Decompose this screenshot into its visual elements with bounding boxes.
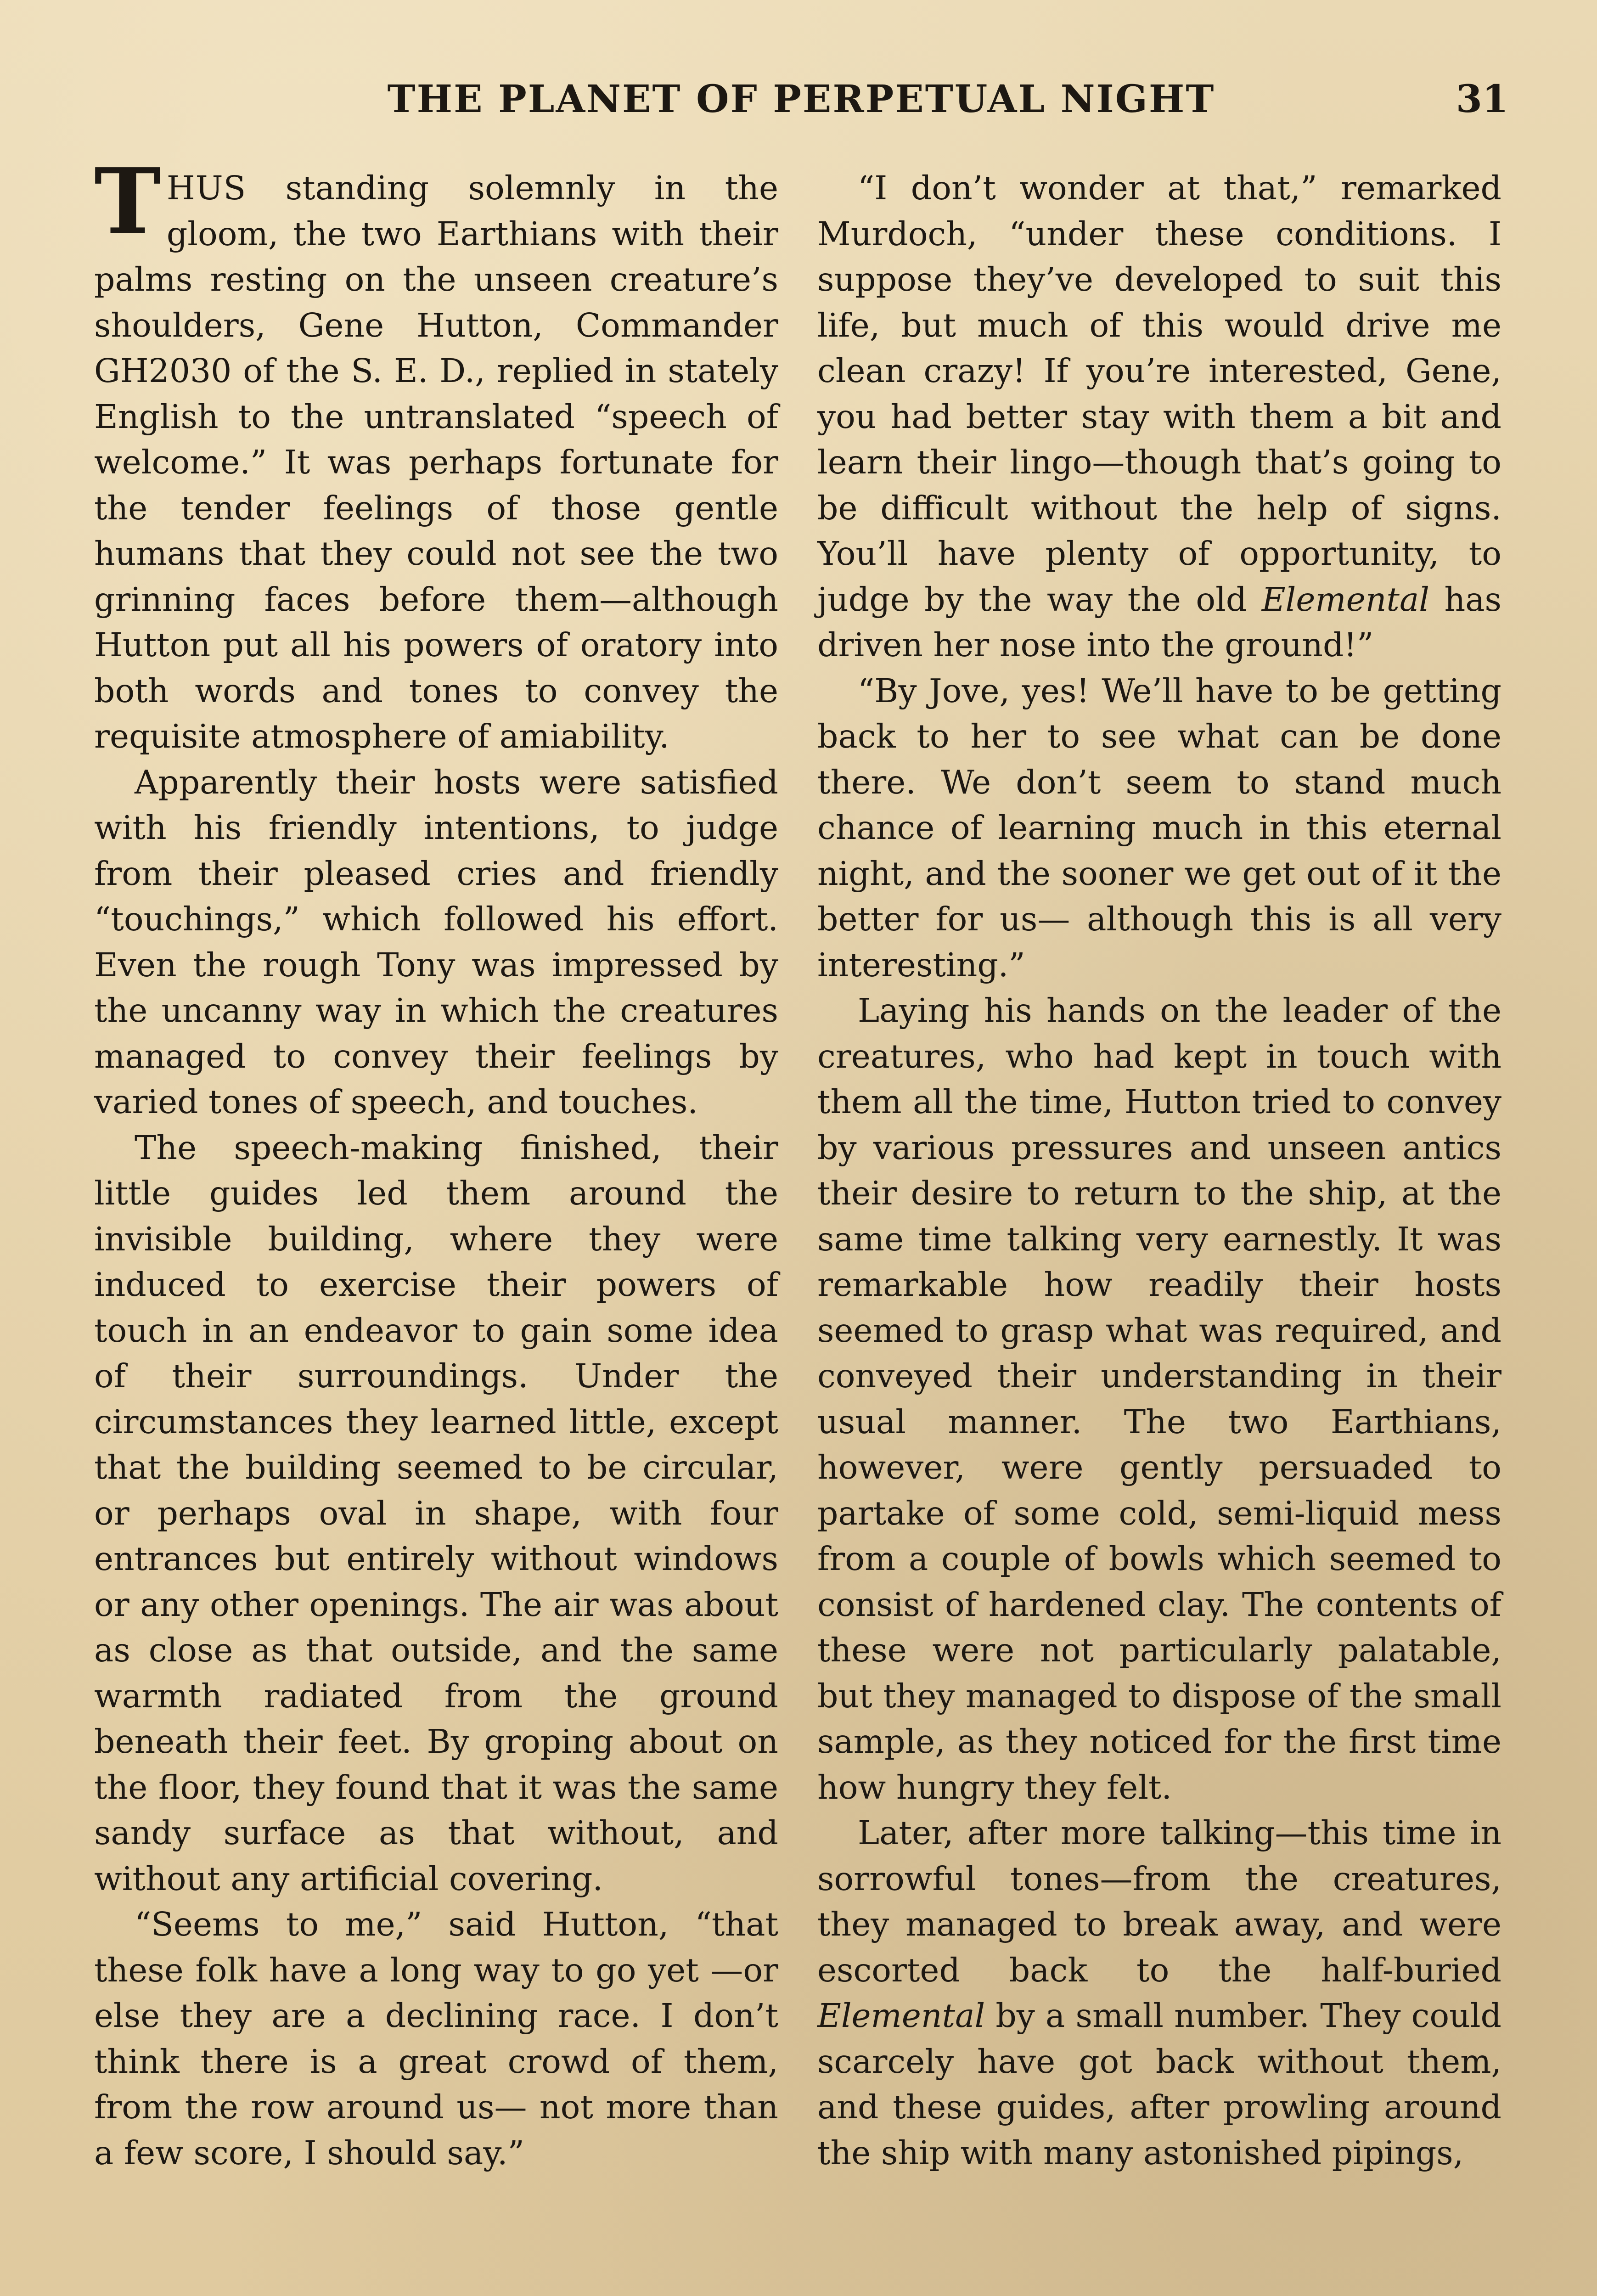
lead-word: HUS bbox=[166, 169, 247, 207]
ship-name: Elemental bbox=[1261, 580, 1430, 619]
paragraph-text: has driven her nose into the ground!” bbox=[817, 580, 1501, 664]
paragraph bbox=[817, 165, 1501, 668]
drop-cap: T bbox=[94, 149, 161, 254]
paragraph-text: Later, after more talking—this time in sorrowful tones—from the creatures, they managed to break away, and were escorted back to the half-buried bbox=[817, 1814, 1501, 1989]
running-header bbox=[94, 77, 1508, 137]
paragraph: Apparently their hosts were satisfied with his friendly intentions, to judge from their pleased cries and friendly “touchings,” which followed his effort. Even the rough Tony was impressed by the uncanny way in which the creatures managed to convey their feelings by varied tones of speech, and touches. bbox=[94, 763, 778, 1121]
paragraph bbox=[817, 1810, 1501, 2176]
page-number: 31 bbox=[1456, 77, 1508, 121]
ship-name: Elemental bbox=[817, 1997, 985, 2035]
left-column bbox=[94, 149, 778, 2176]
paragraph: “By Jove, yes! We’ll have to be getting back to her to see what can be done there. We don’t seem to stand much chance of learning much in this eternal night, and the sooner we get out of it the better for us— although this is all very interesting.” bbox=[817, 671, 1501, 984]
right-column bbox=[817, 165, 1501, 2176]
paragraph: The speech-making finished, their little guides led them around the invisible building, where they were induced to exercise their powers of touch in an endeavor to gain some idea of their surroundings. Under the circumstances they learned little, except that the building seemed to be circular, or perhaps oval in shape, with four entrances but entirely without windows or any other openings. The air was about as close as that outside, and the same warmth radiated from the ground beneath their feet. By groping about on the floor, they found that it was the same sandy surface as that without, and without any artificial covering. bbox=[94, 1128, 778, 1898]
paragraph: Laying his hands on the leader of the creatures, who had kept in touch with them all the time, Hutton tried to convey by various pressures and unseen antics their desire to return to the ship, at the same time talking very earnestly. It was remarkable how readily their hosts seemed to grasp what was required, and conveyed their understanding in their usual manner. The two Earthians, however, were gently persuaded to partake of some cold, semi-liquid mess from a couple of bowls which seemed to consist of hardened clay. The contents of these were not particularly palatable, but they managed to dispose of the small sample, as they noticed for the first time how hungry they felt. bbox=[817, 991, 1501, 1806]
paragraph-text: “I don’t wonder at that,” remarked Murdoch, “under these conditions. I suppose they’ve developed to suit this life, but much of this would drive me clean crazy! If you’re interested, Gene, you had better stay with them a bit and learn their lingo—though that’s going to be difficult without the help of signs. You’ll have plenty of opportunity, to judge by the way the old bbox=[817, 169, 1501, 619]
running-title: THE PLANET OF PERPETUAL NIGHT bbox=[387, 77, 1215, 121]
paragraph-text: standing solemnly in the gloom, the two Earthians with their palms resting on the unseen creature’s shoulders, Gene Hutton, Commander GH2030 of the S. E. D., replied in stately English to the untranslated “speech of welcome.” It was perhaps fortunate for the tender feelings of those gentle humans that they could not see the two grinning faces before them—although Hutton put all his powers of oratory into both words and tones to convey the requisite atmosphere of amiability. bbox=[94, 169, 778, 755]
paragraph: “Seems to me,” said Hutton, “that these folk have a long way to go yet —or else they are a declining race. I don’t think there is a great crowd of them, from the row around us— not more than a few score, I should say.” bbox=[94, 1905, 778, 2172]
paragraph bbox=[94, 149, 778, 760]
paragraph-text: by a small number. They could scarcely have got back without them, and these guides, after prowling around the ship with many astonished pipings, bbox=[817, 1997, 1501, 2172]
